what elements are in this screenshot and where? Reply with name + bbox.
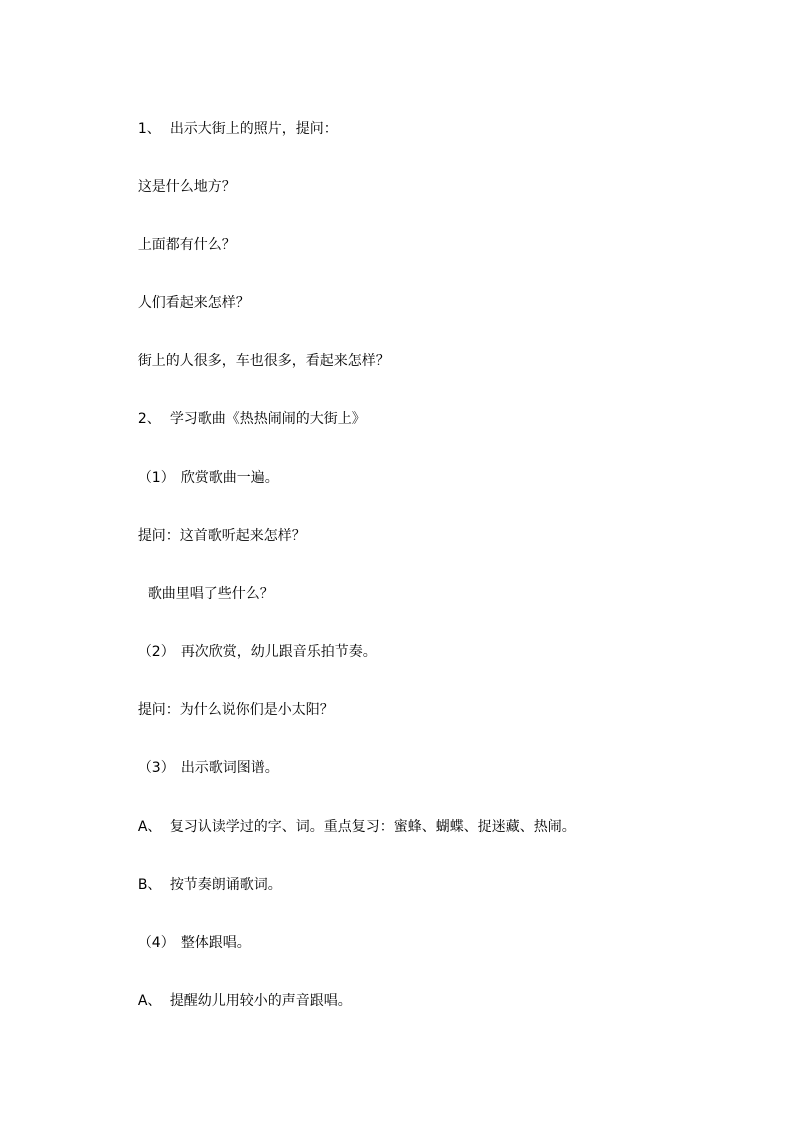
lettered-item-a [120,974,352,1009]
numbered-item-2 [120,392,366,427]
item-number: （3） [137,760,175,776]
question-text: 提问：这首歌听起来怎样？ [137,528,306,544]
question-text: 提问：为什么说你们是小太阳？ [137,702,334,718]
question-text: 上面都有什么？ [137,237,236,253]
question-text: 这是什么地方？ [137,179,236,195]
sub-item-1 [120,451,279,486]
item-text: 整体跟唱。 [180,935,251,951]
question-text: 人们看起来怎样？ [137,295,250,311]
item-text: 复习认读学过的字、词。重点复习：蜜蜂、蝴蝶、捉迷藏、热闹。 [169,819,576,835]
question-line [130,567,274,602]
numbered-item-1 [120,102,338,137]
sub-item-4 [120,916,251,951]
item-number: 2、 [137,411,161,427]
question-line [120,334,390,369]
lettered-item-b [120,858,282,893]
item-text: 按节奏朗诵歌词。 [169,877,282,893]
question-text: 街上的人很多，车也很多，看起来怎样？ [137,353,390,369]
question-line [120,683,334,718]
question-line [120,509,306,544]
item-text: 再次欣赏，幼儿跟音乐拍节奏。 [180,644,377,660]
item-letter: A、 [137,993,162,1009]
question-text: 歌曲里唱了些什么？ [147,586,274,602]
item-number: 1、 [137,121,161,137]
question-line [120,218,236,253]
item-number: （4） [137,935,175,951]
item-text: 出示歌词图谱。 [180,760,279,776]
question-line [120,160,236,195]
question-line [120,276,250,311]
item-text: 出示大街上的照片，提问： [169,121,338,137]
item-number: （2） [137,644,175,660]
lettered-item-a [120,800,576,835]
sub-item-3 [120,741,279,776]
item-number: （1） [137,470,175,486]
sub-item-2 [120,625,377,660]
item-text: 提醒幼儿用较小的声音跟唱。 [169,993,352,1009]
item-text: 欣赏歌曲一遍。 [180,470,279,486]
item-text: 学习歌曲《热热闹闹的大街上》 [169,411,366,427]
item-letter: A、 [137,819,162,835]
item-letter: B、 [137,877,162,893]
